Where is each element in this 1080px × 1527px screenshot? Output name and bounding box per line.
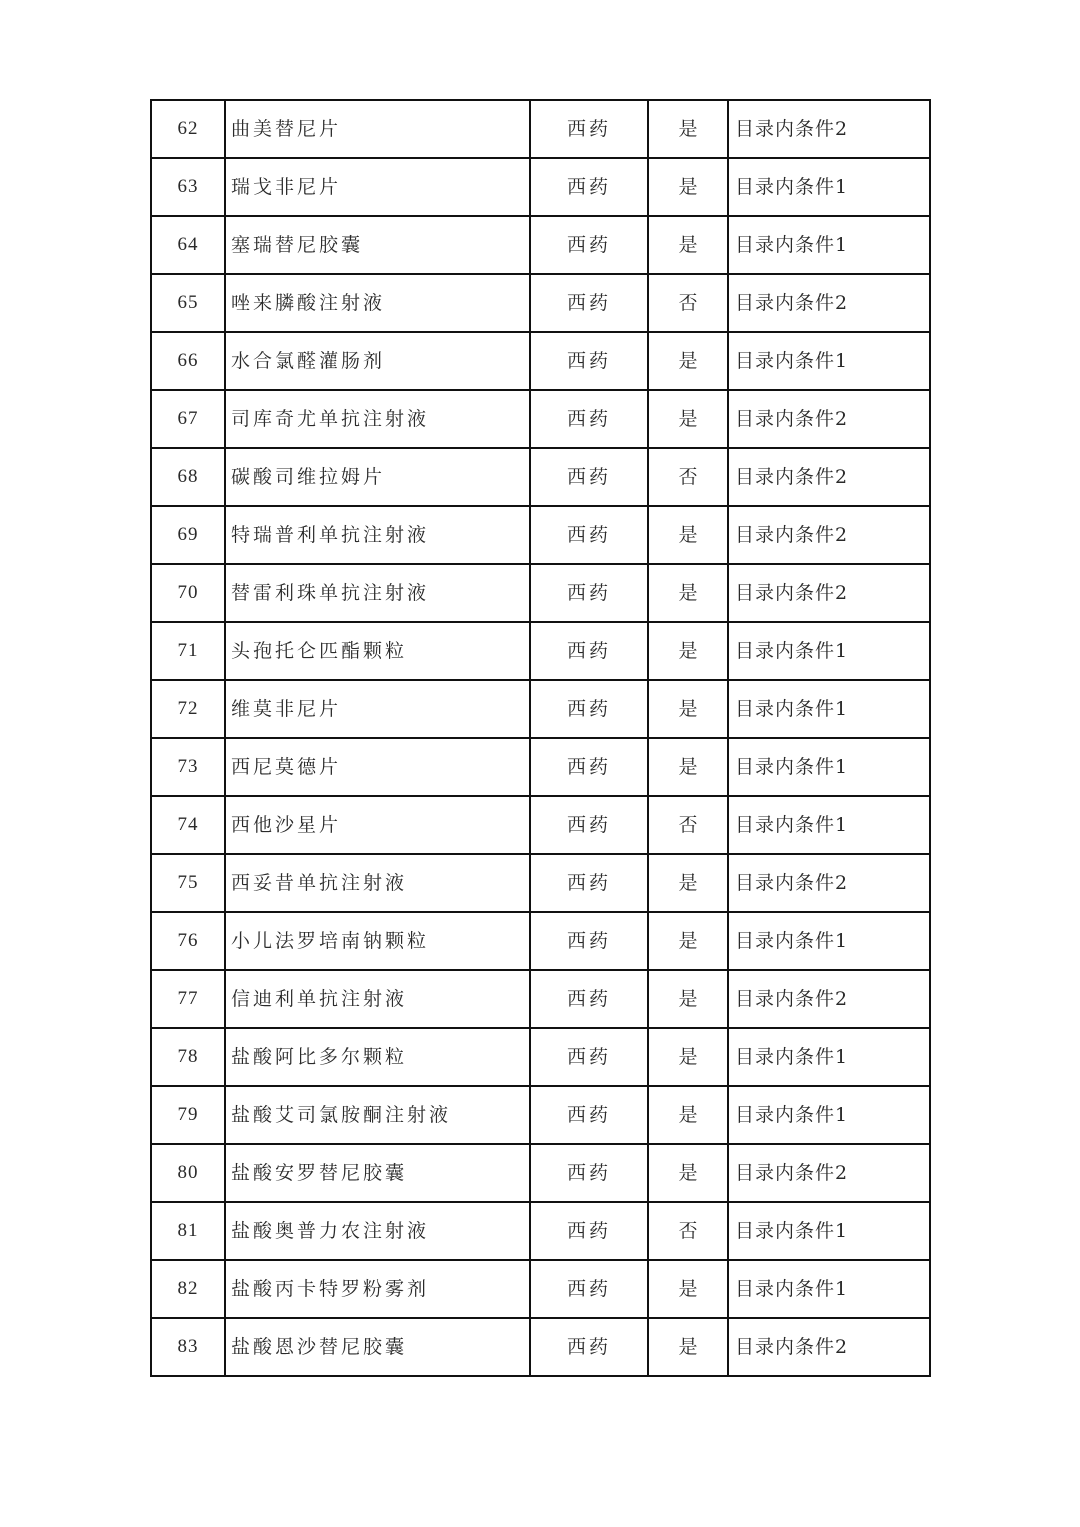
drug-type: 西药 [530, 912, 648, 970]
table-row [151, 448, 930, 506]
drug-name: 信迪利单抗注射液 [225, 970, 530, 1028]
table-row [151, 332, 930, 390]
table-row [151, 390, 930, 448]
row-number: 63 [151, 158, 225, 216]
drug-name: 特瑞普利单抗注射液 [225, 506, 530, 564]
drug-condition: 目录内条件2 [728, 100, 930, 158]
drug-type: 西药 [530, 274, 648, 332]
row-number: 73 [151, 738, 225, 796]
drug-flag: 否 [648, 274, 728, 332]
drug-name: 盐酸恩沙替尼胶囊 [225, 1318, 530, 1376]
drug-condition: 目录内条件2 [728, 274, 930, 332]
drug-name: 头孢托仑匹酯颗粒 [225, 622, 530, 680]
table-row [151, 1086, 930, 1144]
drug-condition: 目录内条件1 [728, 332, 930, 390]
drug-flag: 是 [648, 1144, 728, 1202]
table-row [151, 1144, 930, 1202]
row-number: 81 [151, 1202, 225, 1260]
row-number: 67 [151, 390, 225, 448]
drug-list-table [150, 99, 931, 1377]
drug-name: 盐酸阿比多尔颗粒 [225, 1028, 530, 1086]
drug-flag: 是 [648, 1028, 728, 1086]
drug-condition: 目录内条件1 [728, 216, 930, 274]
drug-type: 西药 [530, 390, 648, 448]
drug-name: 西他沙星片 [225, 796, 530, 854]
table-row [151, 912, 930, 970]
drug-condition: 目录内条件1 [728, 158, 930, 216]
drug-flag: 是 [648, 158, 728, 216]
table-body [151, 100, 930, 1376]
row-number: 79 [151, 1086, 225, 1144]
drug-flag: 是 [648, 1260, 728, 1318]
drug-type: 西药 [530, 854, 648, 912]
drug-condition: 目录内条件1 [728, 1028, 930, 1086]
drug-type: 西药 [530, 1202, 648, 1260]
drug-condition: 目录内条件1 [728, 1202, 930, 1260]
drug-condition: 目录内条件1 [728, 622, 930, 680]
drug-type: 西药 [530, 332, 648, 390]
drug-type: 西药 [530, 564, 648, 622]
drug-condition: 目录内条件1 [728, 1260, 930, 1318]
drug-name: 盐酸艾司氯胺酮注射液 [225, 1086, 530, 1144]
row-number: 64 [151, 216, 225, 274]
drug-flag: 是 [648, 332, 728, 390]
row-number: 66 [151, 332, 225, 390]
drug-flag: 是 [648, 680, 728, 738]
drug-type: 西药 [530, 1260, 648, 1318]
drug-condition: 目录内条件2 [728, 854, 930, 912]
row-number: 65 [151, 274, 225, 332]
drug-condition: 目录内条件1 [728, 738, 930, 796]
row-number: 71 [151, 622, 225, 680]
table-row [151, 680, 930, 738]
table-row [151, 738, 930, 796]
drug-type: 西药 [530, 448, 648, 506]
drug-flag: 是 [648, 506, 728, 564]
drug-name: 瑞戈非尼片 [225, 158, 530, 216]
row-number: 69 [151, 506, 225, 564]
drug-type: 西药 [530, 1144, 648, 1202]
table-row [151, 274, 930, 332]
drug-condition: 目录内条件1 [728, 912, 930, 970]
drug-type: 西药 [530, 1086, 648, 1144]
drug-flag: 是 [648, 390, 728, 448]
drug-condition: 目录内条件2 [728, 564, 930, 622]
row-number: 62 [151, 100, 225, 158]
drug-flag: 是 [648, 564, 728, 622]
drug-type: 西药 [530, 796, 648, 854]
drug-name: 西尼莫德片 [225, 738, 530, 796]
row-number: 82 [151, 1260, 225, 1318]
drug-condition: 目录内条件2 [728, 970, 930, 1028]
drug-name: 曲美替尼片 [225, 100, 530, 158]
table-row [151, 970, 930, 1028]
drug-flag: 否 [648, 796, 728, 854]
table-row [151, 216, 930, 274]
drug-flag: 是 [648, 622, 728, 680]
drug-flag: 是 [648, 912, 728, 970]
drug-name: 塞瑞替尼胶囊 [225, 216, 530, 274]
row-number: 74 [151, 796, 225, 854]
drug-flag: 是 [648, 216, 728, 274]
row-number: 78 [151, 1028, 225, 1086]
drug-type: 西药 [530, 100, 648, 158]
drug-condition: 目录内条件2 [728, 1318, 930, 1376]
table-row [151, 1202, 930, 1260]
drug-name: 盐酸丙卡特罗粉雾剂 [225, 1260, 530, 1318]
row-number: 70 [151, 564, 225, 622]
table-row [151, 854, 930, 912]
drug-condition: 目录内条件1 [728, 796, 930, 854]
drug-flag: 是 [648, 970, 728, 1028]
drug-type: 西药 [530, 506, 648, 564]
table-row [151, 1318, 930, 1376]
drug-type: 西药 [530, 1318, 648, 1376]
drug-name: 盐酸奥普力农注射液 [225, 1202, 530, 1260]
drug-name: 唑来膦酸注射液 [225, 274, 530, 332]
drug-condition: 目录内条件2 [728, 448, 930, 506]
row-number: 68 [151, 448, 225, 506]
row-number: 75 [151, 854, 225, 912]
drug-name: 司库奇尤单抗注射液 [225, 390, 530, 448]
drug-type: 西药 [530, 1028, 648, 1086]
drug-flag: 是 [648, 1318, 728, 1376]
drug-name: 碳酸司维拉姆片 [225, 448, 530, 506]
drug-condition: 目录内条件1 [728, 1086, 930, 1144]
table-row [151, 1260, 930, 1318]
row-number: 80 [151, 1144, 225, 1202]
table-row [151, 796, 930, 854]
drug-name: 小儿法罗培南钠颗粒 [225, 912, 530, 970]
drug-type: 西药 [530, 622, 648, 680]
table-row [151, 100, 930, 158]
row-number: 76 [151, 912, 225, 970]
table-row [151, 506, 930, 564]
row-number: 83 [151, 1318, 225, 1376]
drug-type: 西药 [530, 216, 648, 274]
drug-flag: 是 [648, 738, 728, 796]
table-row [151, 1028, 930, 1086]
drug-flag: 否 [648, 448, 728, 506]
drug-flag: 否 [648, 1202, 728, 1260]
row-number: 77 [151, 970, 225, 1028]
drug-flag: 是 [648, 854, 728, 912]
table-row [151, 622, 930, 680]
row-number: 72 [151, 680, 225, 738]
drug-name: 水合氯醛灌肠剂 [225, 332, 530, 390]
drug-condition: 目录内条件2 [728, 1144, 930, 1202]
drug-name: 盐酸安罗替尼胶囊 [225, 1144, 530, 1202]
drug-type: 西药 [530, 680, 648, 738]
drug-condition: 目录内条件1 [728, 680, 930, 738]
table-row [151, 158, 930, 216]
drug-name: 替雷利珠单抗注射液 [225, 564, 530, 622]
drug-type: 西药 [530, 158, 648, 216]
table-row [151, 564, 930, 622]
drug-flag: 是 [648, 1086, 728, 1144]
drug-condition: 目录内条件2 [728, 390, 930, 448]
drug-condition: 目录内条件2 [728, 506, 930, 564]
drug-name: 西妥昔单抗注射液 [225, 854, 530, 912]
drug-type: 西药 [530, 738, 648, 796]
drug-flag: 是 [648, 100, 728, 158]
drug-name: 维莫非尼片 [225, 680, 530, 738]
drug-type: 西药 [530, 970, 648, 1028]
